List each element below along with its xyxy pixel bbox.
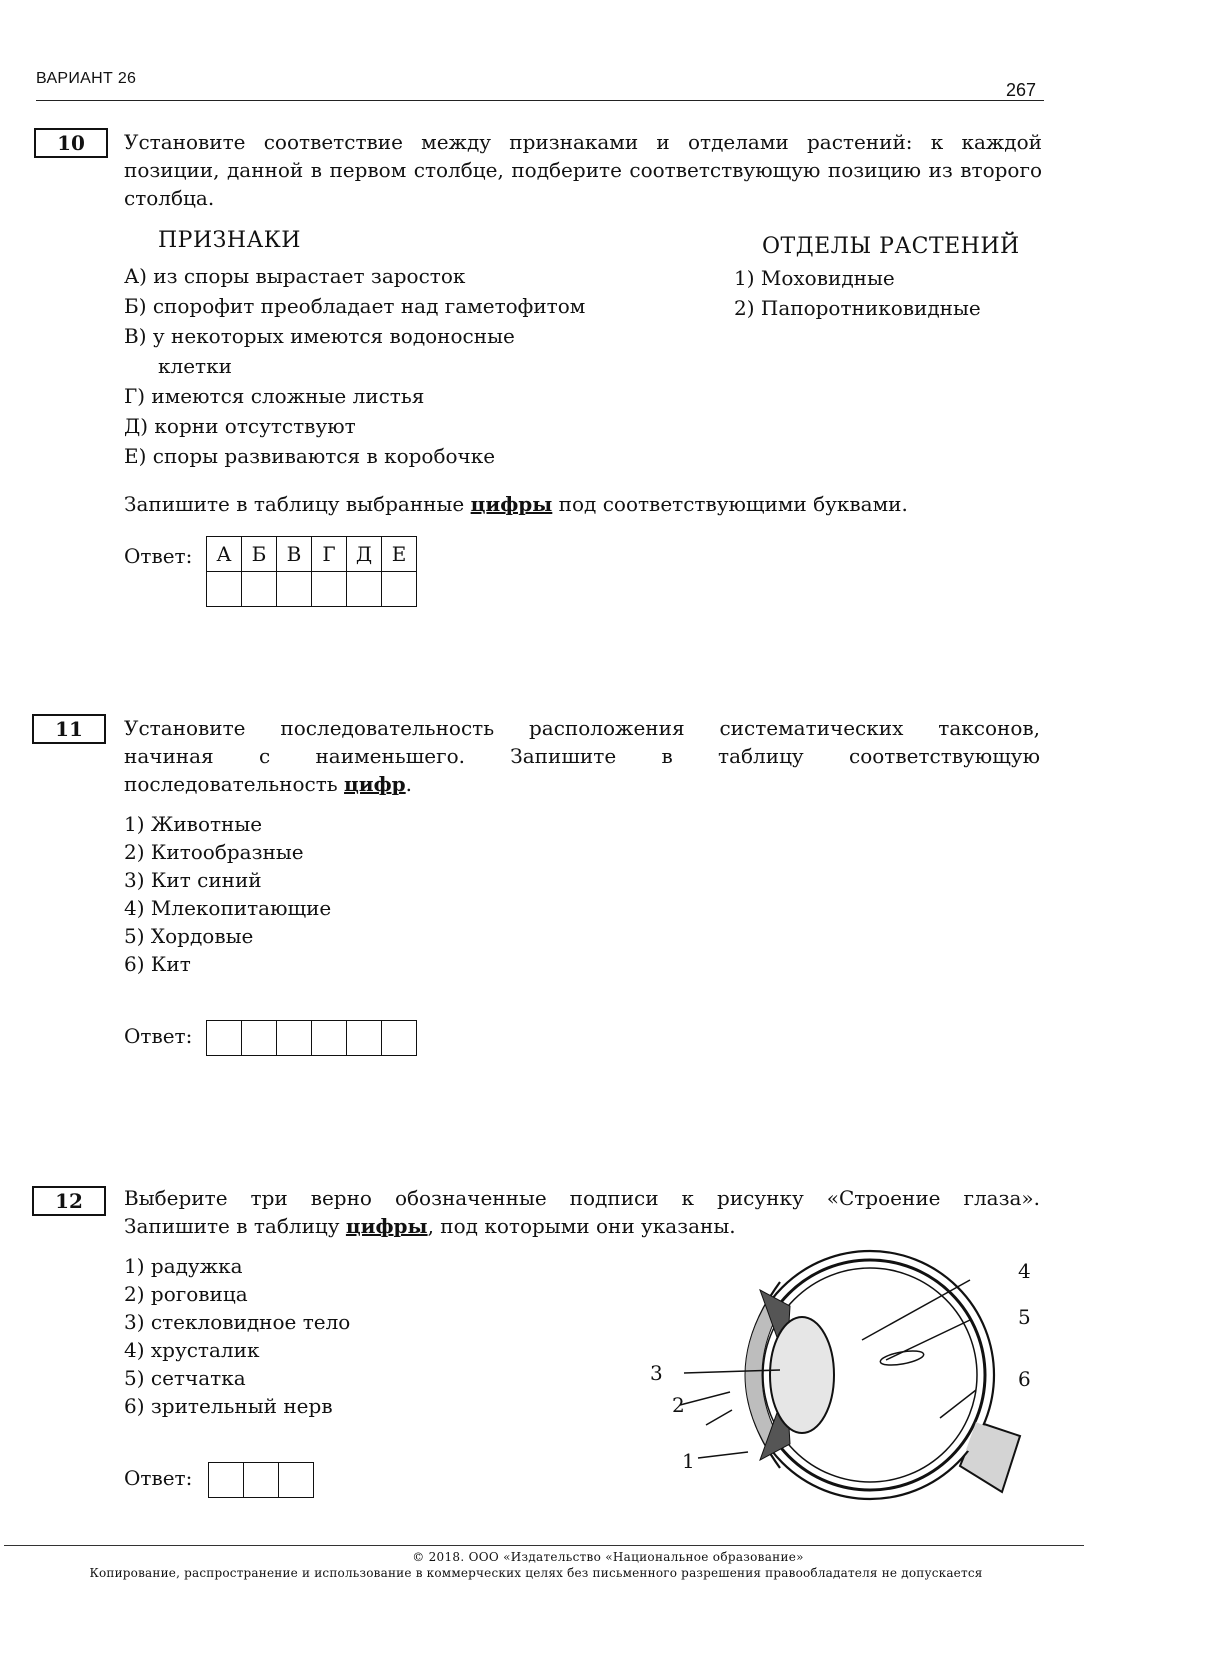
taxon-item: 3) Кит синий: [124, 868, 262, 892]
answer-input-row: [207, 572, 417, 607]
question-11-intro-line3: последовательность цифр.: [124, 772, 413, 796]
emphasis-digits: цифры: [470, 492, 553, 516]
copyright-notice: Копирование, распространение и использование в коммерческих целях без письменного разрешения правообладателя не допускается: [89, 1566, 983, 1580]
feature-item: Г) имеются сложные листья: [124, 384, 425, 408]
question-12-intro-line1: Выберите три верно обозначенные подписи к рисунку «Строение глаза».: [124, 1186, 1040, 1210]
answer-cell[interactable]: [242, 572, 277, 607]
question-11-intro-line2: начиная с наименьшего. Запишите в таблицу соответствующую: [124, 744, 1040, 768]
lens-shape: [770, 1317, 834, 1433]
answer-table-12: [208, 1462, 314, 1498]
answer-letter-cell: Г: [312, 537, 347, 572]
answer-cell[interactable]: [209, 1463, 244, 1498]
question-11-number: 11: [32, 714, 106, 744]
diagram-label-5: 5: [1018, 1305, 1031, 1329]
leader-line-2: [680, 1392, 730, 1405]
variant-label: ВАРИАНТ 26: [36, 70, 137, 87]
question-11-intro-line1: Установите последовательность расположения систематических таксонов,: [124, 716, 1040, 740]
answer-cell[interactable]: [242, 1021, 277, 1056]
diagram-label-1: 1: [682, 1449, 695, 1473]
feature-item: Е) споры развиваются в коробочке: [124, 444, 496, 468]
diagram-label-6: 6: [1018, 1367, 1031, 1391]
diagram-label-4: 4: [1018, 1259, 1031, 1283]
feature-item: Б) спорофит преобладает над гаметофитом: [124, 294, 586, 318]
division-item: 1) Моховидные: [734, 266, 895, 290]
answer-label: Ответ:: [124, 1024, 193, 1048]
answer-cell[interactable]: [312, 572, 347, 607]
question-10-instruction: Запишите в таблицу выбранные цифры под соответствующими буквами.: [124, 492, 908, 516]
question-12-intro-line2: Запишите в таблицу цифры, под которыми они указаны.: [124, 1214, 736, 1238]
eye-part-option: 1) радужка: [124, 1254, 243, 1278]
eye-part-option: 2) роговица: [124, 1282, 248, 1306]
taxon-item: 5) Хордовые: [124, 924, 254, 948]
answer-cell[interactable]: [207, 572, 242, 607]
feature-item: В) у некоторых имеются водоносные: [124, 324, 515, 348]
divisions-heading: ОТДЕЛЫ РАСТЕНИЙ: [762, 234, 1020, 259]
answer-input-row: [209, 1463, 314, 1498]
answer-table-11: [206, 1020, 417, 1056]
page-number: 267: [1006, 80, 1037, 100]
diagram-label-3: 3: [650, 1361, 663, 1385]
copyright-line: © 2018. ООО «Издательство «Национальное образование»: [412, 1550, 804, 1564]
answer-letter-cell: В: [277, 537, 312, 572]
answer-letter-cell: Е: [382, 537, 417, 572]
eye-part-option: 5) сетчатка: [124, 1366, 246, 1390]
taxon-item: 2) Китообразные: [124, 840, 304, 864]
answer-cell[interactable]: [207, 1021, 242, 1056]
footer-divider: [4, 1545, 1084, 1546]
answer-letter-cell: А: [207, 537, 242, 572]
answer-letters-row: [207, 537, 417, 572]
eye-part-option: 4) хрусталик: [124, 1338, 260, 1362]
diagram-label-2: 2: [672, 1393, 685, 1417]
answer-cell[interactable]: [312, 1021, 347, 1056]
answer-table-10: [206, 536, 417, 607]
taxon-item: 6) Кит: [124, 952, 191, 976]
answer-cell[interactable]: [244, 1463, 279, 1498]
feature-item-continuation: клетки: [158, 354, 232, 378]
question-12-number: 12: [32, 1186, 106, 1216]
eye-part-option: 3) стекловидное тело: [124, 1310, 351, 1334]
answer-cell[interactable]: [382, 572, 417, 607]
taxon-item: 4) Млекопитающие: [124, 896, 332, 920]
answer-cell[interactable]: [347, 572, 382, 607]
features-heading: ПРИЗНАКИ: [158, 228, 301, 253]
answer-letter-cell: Д: [347, 537, 382, 572]
answer-cell[interactable]: [279, 1463, 314, 1498]
answer-cell[interactable]: [382, 1021, 417, 1056]
answer-label: Ответ:: [124, 1466, 193, 1490]
feature-item: Д) корни отсутствуют: [124, 414, 356, 438]
taxon-item: 1) Животные: [124, 812, 263, 836]
answer-cell[interactable]: [277, 572, 312, 607]
eye-structure-diagram: [640, 1240, 1060, 1530]
header-divider: [36, 100, 1044, 101]
answer-input-row: [207, 1021, 417, 1056]
feature-item: А) из споры вырастает заросток: [124, 264, 466, 288]
answer-cell[interactable]: [347, 1021, 382, 1056]
question-10-intro: Установите соответствие между признаками и отделами растений: к каждой позиции, данной в первом столбце, подберите соответствующую позицию из второго столбца.: [124, 130, 1042, 210]
answer-cell[interactable]: [277, 1021, 312, 1056]
division-item: 2) Папоротниковидные: [734, 296, 981, 320]
answer-letter-cell: Б: [242, 537, 277, 572]
answer-label: Ответ:: [124, 544, 193, 568]
eye-part-option: 6) зрительный нерв: [124, 1394, 333, 1418]
question-10-number: 10: [34, 128, 108, 158]
emphasis-digits: цифры: [345, 1214, 428, 1238]
leader-line-2b: [706, 1410, 732, 1425]
leader-line-1: [698, 1452, 748, 1458]
emphasis-digits: цифр: [344, 772, 406, 796]
